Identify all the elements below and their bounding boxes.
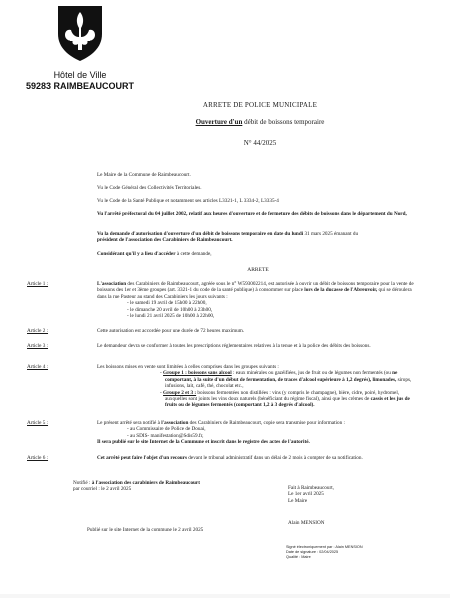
esig-quality: Qualité : Maire (286, 554, 311, 559)
document-title: ARRETE DE POLICE MUNICIPALE (202, 101, 318, 109)
article-6-text (97, 455, 419, 461)
vu-demande-bold: Vu la demande d'autorisation d'ouverture d'un débit de boissons temporaire en date du lundi (97, 231, 304, 237)
notification-block (73, 480, 200, 493)
notified-by: par courriel : le 2 avril 2025 (73, 486, 132, 493)
subtitle-bold: Ouverture d'un (195, 118, 243, 126)
vu-demande-line2: président de l'association des Carabiniers de Raimbeaucourt. (97, 237, 233, 244)
signer-name: Alain MENSION (288, 520, 325, 526)
electronic-signature-block (286, 545, 363, 559)
article-5-closing: Il sera publié sur le site Internet de la Commune et inscrit dans le registre des actes de l'autorité. (97, 439, 310, 446)
signer-role: Le Maire (288, 497, 308, 504)
article-2-text: Cette autorisation est accordée pour une durée de 72 heures maximum. (97, 328, 245, 334)
article-1-item: - le lundi 21 avril 2025 de 10h00 à 22h00, (127, 313, 215, 320)
article-5-text-a: Le présent arrêté sera notifié à (97, 420, 162, 426)
group-1-text: : eaux minérales ou gazéifiées, jus de fruit ou de légumes non fermentés (ou (231, 370, 391, 377)
notified-recipient: à l'association des carabiniers de Raimbeaucourt (91, 480, 200, 486)
article-4-label: Article 4 : (27, 364, 49, 370)
vu-cgct: Vu le Code Général des Collectivités Territoriales. (97, 185, 202, 191)
article-1-line3-rest: qui se déroulera dans la rue Pasteur au stand des Carabiniers les jours suivants : (97, 287, 412, 300)
article-5-label: Article 5 : (27, 420, 49, 426)
arrete-heading: ARRETE (247, 267, 269, 273)
considerant (97, 251, 419, 257)
article-5-text-b: des Carabiniers de Raimbeaucourt, copie sera transmise pour information : (188, 420, 345, 426)
article-5-item: - au SDIS- manifestation@Sdis59.fr, (127, 432, 204, 439)
article-1-label: Article 1 : (27, 281, 49, 287)
town-postcode: 59283 RAIMBEAUCOURT (25, 81, 135, 91)
vu-arrete-prefectoral: Vu l'arrêté préfectoral du 04 juillet 2002, relatif aux heures d'ouverture et de fermeture des débits de boissons dans le département du Nord, (97, 211, 407, 217)
published-line: Publié sur le site Internet de la commune le 2 avril 2025 (87, 527, 204, 533)
town-hall-label: Hôtel de Ville (53, 70, 107, 80)
article-6-label: Article 6 : (27, 455, 49, 461)
article-2-label: Article 2 : (27, 328, 49, 334)
vu-demande (97, 231, 419, 244)
group-1-tail: sirops, infusions, lait, café, thé, chocolat etc., (165, 376, 412, 390)
arrete-number: N° 44/2025 (243, 139, 277, 147)
article-5-bold: l'association (161, 420, 189, 426)
vu-csp: Vu le Code de la Santé Publique et notamment ses articles L3321-1, L 3334-2, L3335-4 (97, 198, 279, 204)
article-1-body: des Carabiniers de Raimbeaucourt, agréée sous le n° W593002214, est autorisée à ouvrir un débit de boissons temporaire pour la vente de boissons des 1er et 3ème groupes (art. 3321-1 du code de la santé publique) à consommer sur place (97, 281, 414, 294)
article-1-bold: L'association (97, 281, 127, 287)
considerant-bold: Considérant qu'il y a lieu d'accéder (97, 251, 176, 257)
article-6-bold: Cet arrêté peut faire l'objet d'un recours (97, 455, 187, 461)
article-4-intro: Les boissons mises en vente sont limitées à celles comprises dans les groupes suivants : (97, 364, 279, 370)
article-4-text (97, 364, 419, 409)
article-3-text: Le demandeur devra se conformer à toutes les prescriptions réglementaires relatives à la tenue et à la police des débits des boissons. (97, 343, 371, 349)
article-6-body: devant le tribunal administratif dans un délai de 2 mois à compter de sa notification. (187, 455, 363, 461)
fait-a: Fait à Raimbeaucourt, (288, 485, 334, 491)
footer-strip (0, 594, 450, 598)
article-1-text (97, 281, 419, 319)
article-1-line3-bold: lors de la ducasse de l'Abreuvoir, (304, 287, 378, 294)
subtitle-rest: débit de boissons temporaire (242, 118, 325, 126)
group-2-3-bold: cassis et les jus de fruits ou de légumes fermentés (comportant 1,2 à 3 degrés d'alcool). (165, 396, 410, 409)
article-5-text (97, 420, 419, 446)
esig-date: Date de signature : 02/04/2025 (286, 549, 339, 554)
mayor-line: Le Maire de la Commune de Raimbeaucourt. (97, 172, 191, 178)
article-1-item: - le dimanche 20 avril de 10h00 à 23h00, (127, 306, 213, 313)
group-1-label: Groupe 1 : boissons sans alcool (163, 370, 232, 377)
group-2-3: - Groupe 2 et 3 : boissons fermentées non distillées : vins (y compris le champagne), bière, cidre, poiré, hydromel, auxquelles sont joints les vins doux naturels (bénéficiant du régime fiscal), ainsi que les crèmes de cassis et les jus de fruits ou de légumes fermentés (comportant 1,2 à 3 degrés d'alcool). (160, 389, 410, 409)
fleur-de-lis-crest-icon (55, 4, 105, 62)
group-2-3-text: boissons fermentées non distillées : vins (y compris le champagne), bière, cidre, poiré, hydromel, auxquelles sont joints les vins doux naturels (bénéficiant du régime fiscal), ainsi que les crèmes de (165, 389, 400, 403)
esig-signed-by: Signé électroniquement par : Alain MENSION (286, 545, 363, 549)
signature-place-date (288, 485, 334, 504)
group-1: - Groupe 1 : boissons sans alcool : eaux minérales ou gazéifiées, jus de fruit ou de légumes non fermentés (ou ne comportant, à la suite d'un début de fermentation, de traces d'alcool supérieure à 1,2 degrés), limonades, sirops, infusions, lait, café, thé, chocolat etc., (160, 370, 412, 390)
vu-demande-rest: 31 mars 2025 émanant du (303, 231, 359, 237)
article-3-label: Article 3 : (27, 343, 49, 349)
article-1-item: - le samedi 19 avril de 15h00 à 22h00, (127, 300, 207, 307)
document-subtitle (150, 118, 370, 126)
fait-date: Le 1er avril 2025 (288, 491, 324, 498)
considerant-rest: à cette demande, (175, 251, 212, 257)
group-2-3-label: Groupe 2 et 3 : (163, 389, 197, 396)
group-1-bold: ne comportant, à la suite d'un début de fermentation, de traces d'alcool supérieure à 1,2 degrés), limonades, (165, 370, 398, 383)
town-address (20, 70, 140, 92)
article-5-item: - au Commissaire de Police de Douai, (127, 426, 206, 433)
notified-prefix: Notifié : (73, 480, 92, 486)
